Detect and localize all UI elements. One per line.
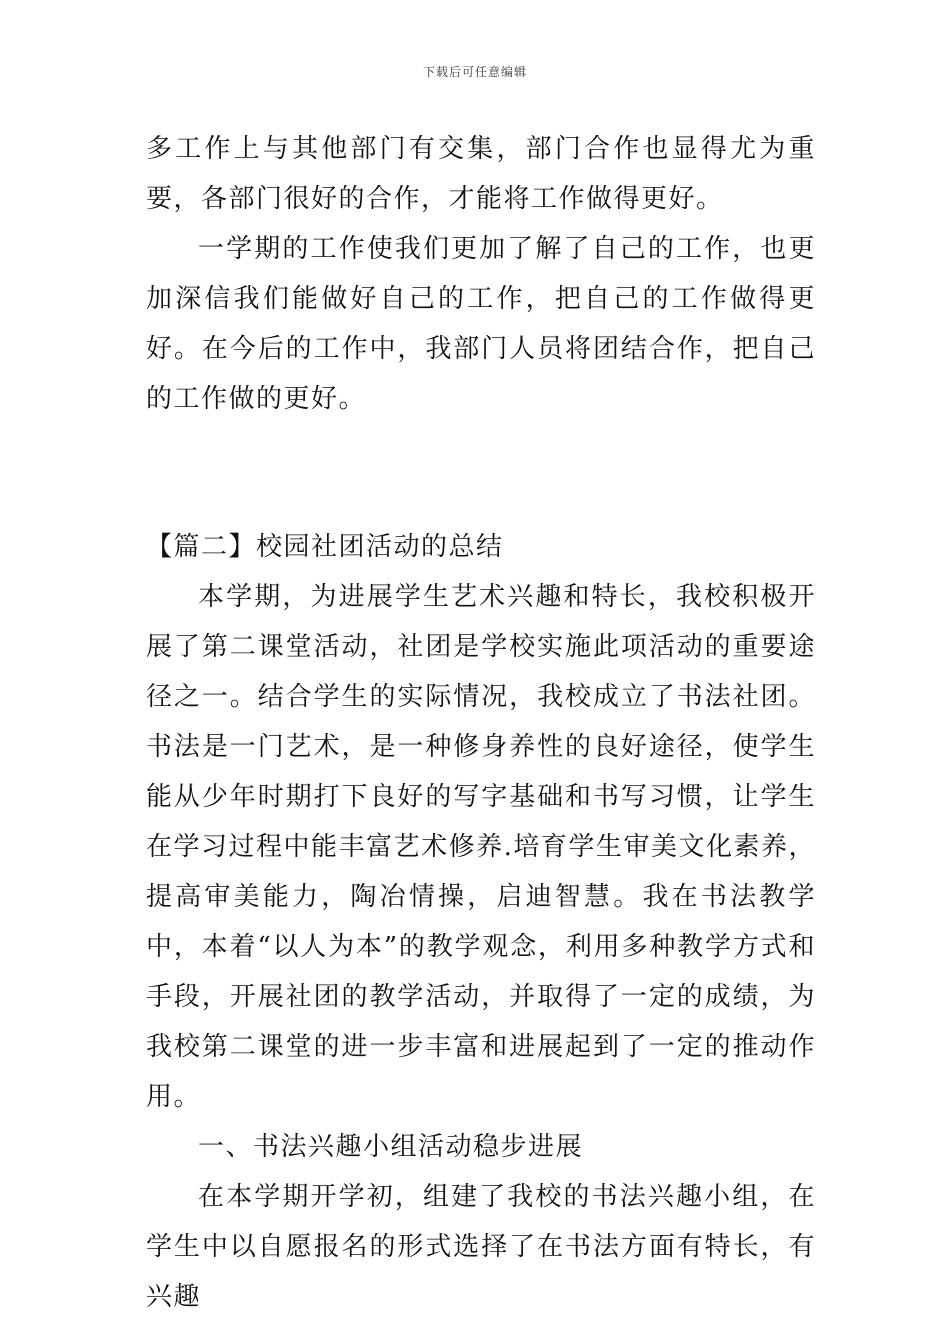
paragraph-club-intro: 本学期，为进展学生艺术兴趣和特长，我校积极开展了第二课堂活动，社团是学校实施此项活动的重要途径之一。结合学生的实际情况，我校成立了书法社团。书法是一门艺术，是一种修身养性的良好途径，使学生能从少年时期打下良好的写字基础和书写习惯，让学生在学习过程中能丰富艺术修养.培育学生审美文化素养，提高审美能力，陶冶情操，启迪智慧。我在书法教学中，本着“以人为本”的教学观念，利用多种教学方式和手段，开展社团的教学活动，并取得了一定的成绩，为我校第二课堂的进一步丰富和进展起到了一定的推动作用。: [146, 582, 816, 1112]
subheading-calligraphy-group: 一、书法兴趣小组活动稳步进展: [198, 1132, 584, 1162]
section-title: 【篇二】校园社团活动的总结: [146, 532, 504, 562]
paragraph-semester-summary: 一学期的工作使我们更加了解了自己的工作，也更加深信我们能做好自己的工作，把自己的工作做得更好。在今后的工作中，我部门人员将团结合作，把自己的工作做的更好。: [146, 234, 816, 414]
document-body: [146, 124, 816, 1322]
paragraph-continuation: 多工作上与其他部门有交集，部门合作也显得尤为重要，各部门很好的合作，才能将工作做得更好。: [146, 134, 816, 214]
paragraph-group-formation: 在本学期开学初，组建了我校的书法兴趣小组，在学生中以自愿报名的形式选择了在书法方面有特长，有兴趣: [146, 1182, 816, 1312]
section-gap: [146, 424, 816, 522]
page-header-note: 下载后可任意编辑: [422, 65, 527, 79]
